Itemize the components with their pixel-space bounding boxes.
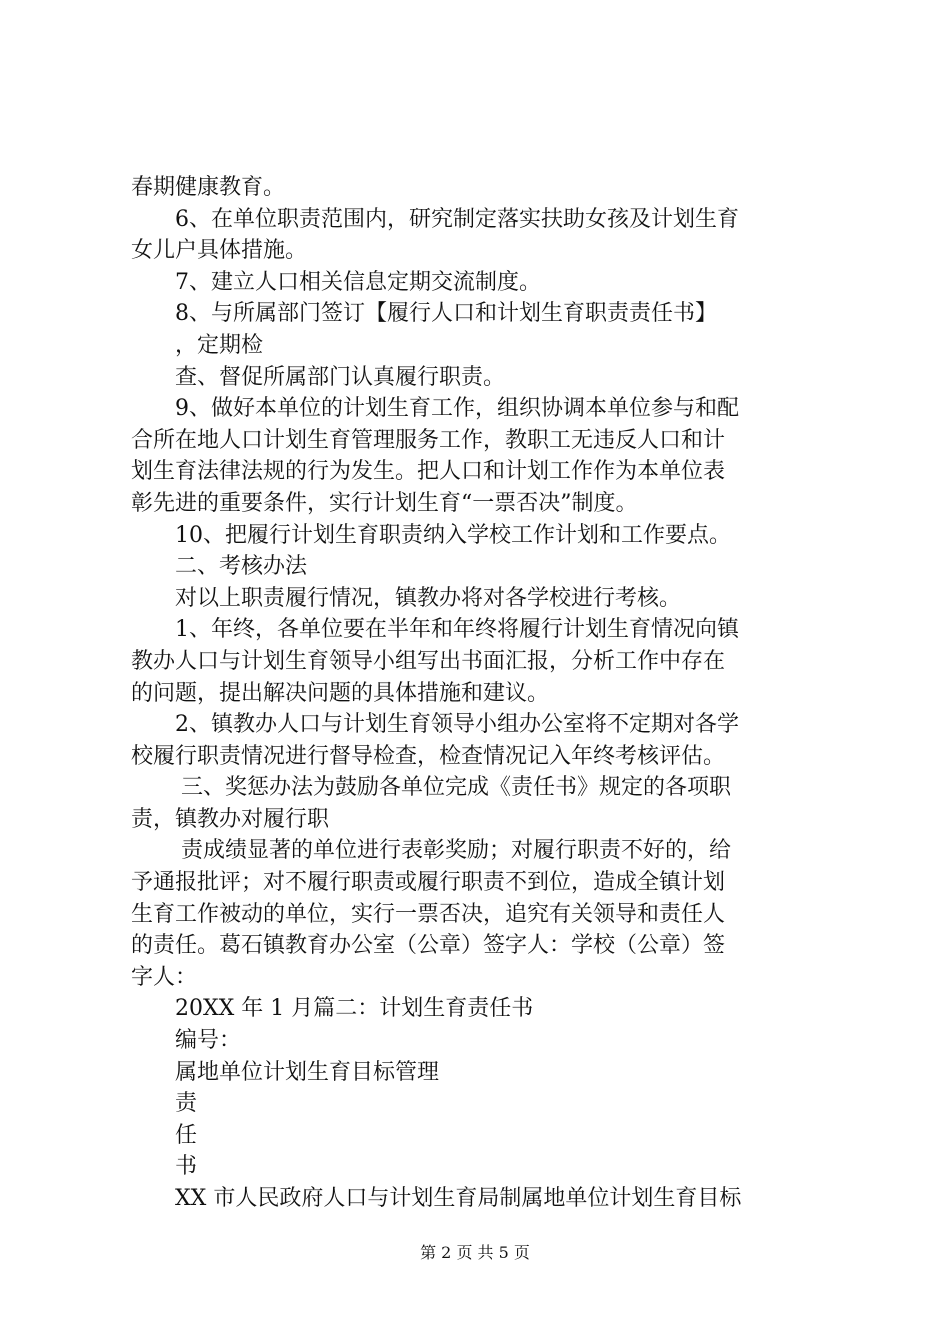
text-line: 查、督促所属部门认真履行职责。 <box>175 364 506 390</box>
text-line: 7、建立人口相关信息定期交流制度。 <box>175 269 541 295</box>
text-line: 责 <box>175 1091 198 1117</box>
text-line: 书 <box>175 1154 198 1180</box>
text-line: 生育工作被动的单位，实行一票否决，追究有关领导和责任人 <box>131 901 726 927</box>
text-line: 春期健康教育。 <box>131 175 286 200</box>
text-line: 划生育法律法规的行为发生。把人口和计划工作作为本单位表 <box>131 459 726 485</box>
text-line: 校履行职责情况进行督导检查，检查情况记入年终考核评估。 <box>131 743 726 769</box>
document-body <box>131 172 831 1215</box>
text-line: 9、做好本单位的计划生育工作，组织协调本单位参与和配 <box>175 396 739 422</box>
text-line: 责成绩显著的单位进行表彰奖励；对履行职责不好的，给 <box>181 838 732 864</box>
text-line: 字人： <box>131 964 198 990</box>
text-line: XX 市人民政府人口与计划生育局制属地单位计划生育目标 <box>175 1186 742 1211</box>
text-line: 合所在地人口计划生育管理服务工作，教职工无违反人口和计 <box>131 427 726 453</box>
text-line: 属地单位计划生育目标管理 <box>175 1059 440 1085</box>
text-line: 10、把履行计划生育职责纳入学校工作计划和工作要点。 <box>175 522 731 548</box>
text-line: 6、在单位职责范围内，研究制定落实扶助女孩及计划生育 <box>175 206 739 232</box>
text-line: 任 <box>175 1122 198 1148</box>
text-line: 责，镇教办对履行职 <box>131 806 330 832</box>
text-line: 2、镇教办人口与计划生育领导小组办公室将不定期对各学 <box>175 712 739 738</box>
section-heading: 二、考核办法 <box>175 554 308 580</box>
text-line: 的责任。葛石镇教育办公室（公章）签字人：学校（公章）签 <box>131 933 726 959</box>
text-line: 彰先进的重要条件，实行计划生育“一票否决”制度。 <box>131 490 638 516</box>
text-line: 女儿户具体措施。 <box>131 238 308 264</box>
text-line: 1、年终，各单位要在半年和年终将履行计划生育情况向镇 <box>175 617 739 643</box>
text-line: ，定期检 <box>175 332 264 358</box>
page-number-footer: 第 2 页 共 5 页 <box>420 1243 530 1262</box>
text-line: 8、与所属部门签订【履行人口和计划生育职责责任书】 <box>175 301 717 327</box>
text-line: 对以上职责履行情况，镇教办将对各学校进行考核。 <box>175 585 682 611</box>
text-line: 教办人口与计划生育领导小组写出书面汇报，分析工作中存在 <box>131 648 726 674</box>
text-line: 编号： <box>175 1028 242 1054</box>
text-line: 予通报批评；对不履行职责或履行职责不到位，造成全镇计划 <box>131 870 726 896</box>
text-line: 的问题，提出解决问题的具体措施和建议。 <box>131 680 550 706</box>
text-line: 20XX 年 1 月篇二：计划生育责任书 <box>175 996 534 1022</box>
section-heading: 三、奖惩办法为鼓励各单位完成《责任书》规定的各项职 <box>181 775 732 801</box>
